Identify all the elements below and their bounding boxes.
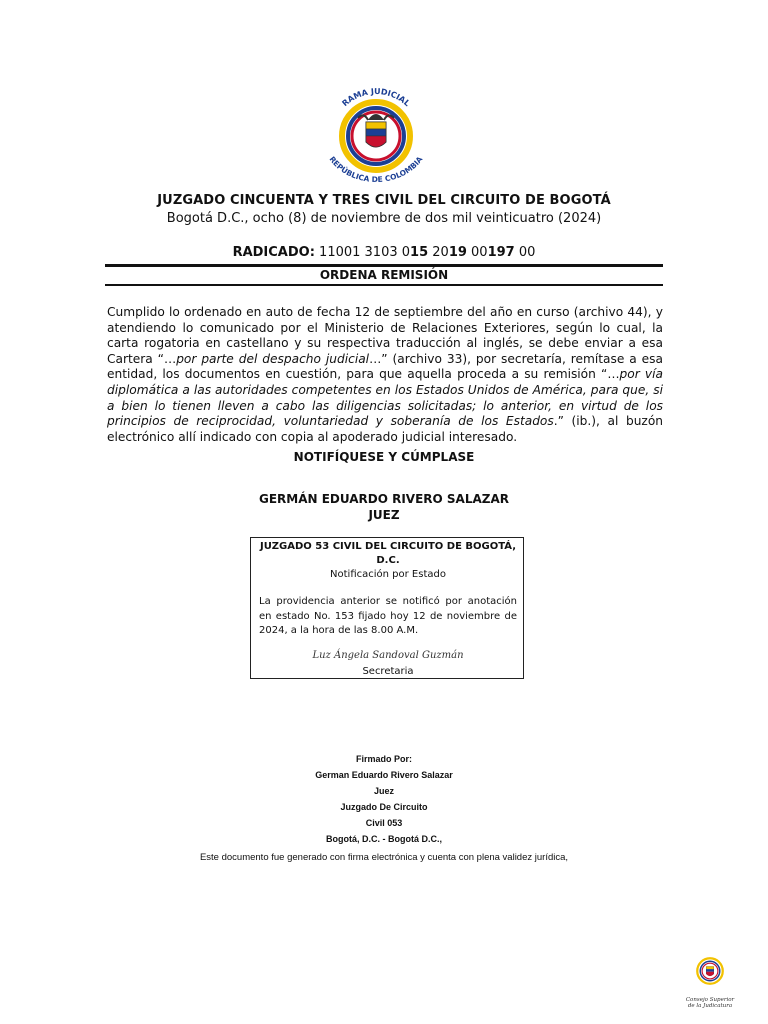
consejo-emblem-icon: [682, 956, 738, 998]
notification-box-title: JUZGADO 53 CIVIL DEL CIRCUITO DE BOGOTÁ, D.C.: [259, 541, 517, 566]
order-body: Cumplido lo ordenado en auto de fecha 12 de septiembre del año en curso (archivo 44), y atendiendo lo comunicado por el Ministerio de Relaciones Exteriores, según lo cual, la carta rogatoria en castellano y su respectiva traducción al inglés, se debe enviar a esa Cartera “…por parte del despacho judicial…” (archivo 33), por secretaría, remítase a esa entidad, los documentos en cuestión, para que aquella proceda a su remisión “…por vía diplomática a las autoridades competentes en los Estados Unidos de América, para que, si a bien lo tienen lleven a cabo las diligencias solicitadas; lo anterior, en virtud de los principios de reciprocidad, voluntariedad y soberanía de los Estados.” (ib.), al buzón electrónico allí indicado con copia al apoderado judicial interesado.: [107, 305, 663, 444]
secretary-signature: Luz Ángela Sandoval Guzmán: [312, 650, 464, 661]
signer-location: Bogotá, D.C. - Bogotá D.C.,: [326, 834, 442, 844]
judge-role: JUEZ: [368, 508, 400, 522]
radicado-line: [0, 245, 768, 260]
closing-formula: NOTIFÍQUESE Y CÚMPLASE: [293, 450, 475, 464]
order-title: ORDENA REMISIÓN: [319, 268, 449, 282]
notification-box: [250, 537, 524, 679]
consejo-superior-text: Consejo Superior de la Judicatura: [685, 997, 735, 1009]
svg-text:RAMA JUDICIAL: [340, 87, 411, 108]
court-title: JUZGADO CINCUENTA Y TRES CIVIL DEL CIRCUITO DE BOGOTÁ: [157, 193, 611, 208]
signer-court: Juzgado De Circuito: [340, 802, 428, 812]
radicado-label: RADICADO:: [232, 245, 315, 260]
seal-top-text: RAMA JUDICIAL: [340, 86, 412, 109]
notification-box-text: La providencia anterior se notificó por anotación en estado No. 153 fijado hoy 12 de noviembre de 2024, a la hora de las 8.00 A.M.: [259, 596, 517, 636]
document-date: Bogotá D.C., ocho (8) de noviembre de dos mil veinticuatro (2024): [166, 211, 602, 226]
divider-bottom: [105, 284, 663, 286]
electronic-signature-note: Este documento fue generado con firma electrónica y cuenta con plena validez jurídica,: [199, 852, 569, 863]
notification-box-subtitle: Notificación por Estado: [330, 569, 446, 580]
signer-role: Juez: [373, 786, 394, 796]
rama-judicial-seal: [306, 78, 446, 188]
signer-name: German Eduardo Rivero Salazar: [315, 770, 453, 780]
radicado-number: 11001 3103 015 2019 00197 00: [319, 245, 536, 260]
signer-court-number: Civil 053: [365, 818, 403, 828]
judge-name: GERMÁN EDUARDO RIVERO SALAZAR: [258, 492, 510, 506]
quote-diplomatic: por vía diplomática a las autoridades competentes en los Estados Unidos de América, para que, si a bien lo tienen lleven a cabo las diligencias solicitadas; lo anterior, en virtud de los principios de reciprocidad, voluntariedad y soberanía de los Estados: [107, 367, 663, 429]
coat-of-arms-icon: [306, 78, 446, 188]
quote-dispatch: por parte del despacho judicial: [176, 351, 370, 366]
seal-bottom-text: REPÚBLICA DE COLOMBIA: [327, 154, 425, 185]
secretary-role: Secretaria: [362, 666, 414, 677]
signed-by-label: Firmado Por:: [355, 754, 412, 764]
divider-top: [105, 264, 663, 267]
